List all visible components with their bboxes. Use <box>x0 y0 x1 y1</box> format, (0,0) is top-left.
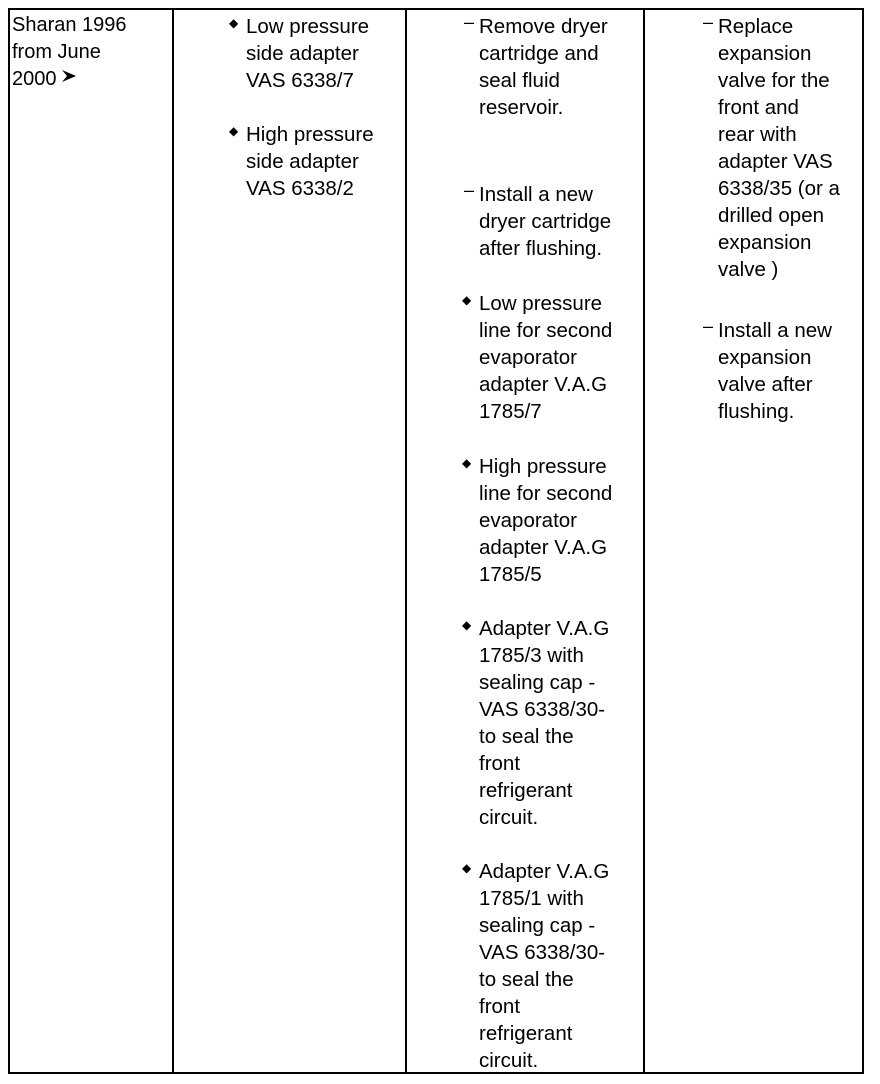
adapter-item: ◆ High pressure side adapter VAS 6338/2 <box>246 121 374 202</box>
procedure-cell <box>407 10 643 1072</box>
data-table <box>8 8 864 1074</box>
dash-icon: – <box>464 180 475 200</box>
bullet-icon: ◆ <box>229 16 239 30</box>
procedure-item: ◆ High pressure line for second evaporator adapter V.A.G 1785/5 <box>479 453 612 588</box>
bullet-icon: ◆ <box>462 456 472 470</box>
bullet-icon: ◆ <box>462 293 472 307</box>
dash-icon: – <box>703 316 714 336</box>
procedure-item: – Install a new dryer cartridge after flushing. <box>479 181 611 262</box>
adapters-cell <box>174 10 405 1072</box>
expansion-item: – Install a new expansion valve after flushing. <box>718 317 832 425</box>
vehicle-model: Sharan 1996 <box>12 14 127 36</box>
procedure-item: – Remove dryer cartridge and seal fluid reservoir. <box>479 13 608 121</box>
dash-icon: – <box>703 12 714 32</box>
bullet-icon: ◆ <box>462 861 472 875</box>
dash-icon: – <box>464 12 475 32</box>
vehicle-period: from June <box>12 41 101 63</box>
expansion-item: – Replace expansion valve for the front and rear with adapter VAS 6338/35 (or a drilled open expansion valve ) <box>718 13 840 283</box>
vehicle-year-row <box>12 66 172 93</box>
right-arrowhead-icon[interactable] <box>61 64 77 91</box>
vehicle-cell <box>10 10 172 93</box>
bullet-icon: ◆ <box>229 124 239 138</box>
adapter-item: ◆ Low pressure side adapter VAS 6338/7 <box>246 13 369 94</box>
procedure-item: ◆ Adapter V.A.G 1785/3 with sealing cap - VAS 6338/30- to seal the front refrigerant circuit. <box>479 615 609 831</box>
bullet-icon: ◆ <box>462 618 472 632</box>
expansion-cell <box>645 10 862 1072</box>
procedure-item: ◆ Low pressure line for second evaporator adapter V.A.G 1785/7 <box>479 290 612 425</box>
vehicle-year: 2000 <box>12 68 57 90</box>
procedure-item: ◆ Adapter V.A.G 1785/1 with sealing cap - VAS 6338/30- to seal the front refrigerant circuit. <box>479 858 609 1074</box>
